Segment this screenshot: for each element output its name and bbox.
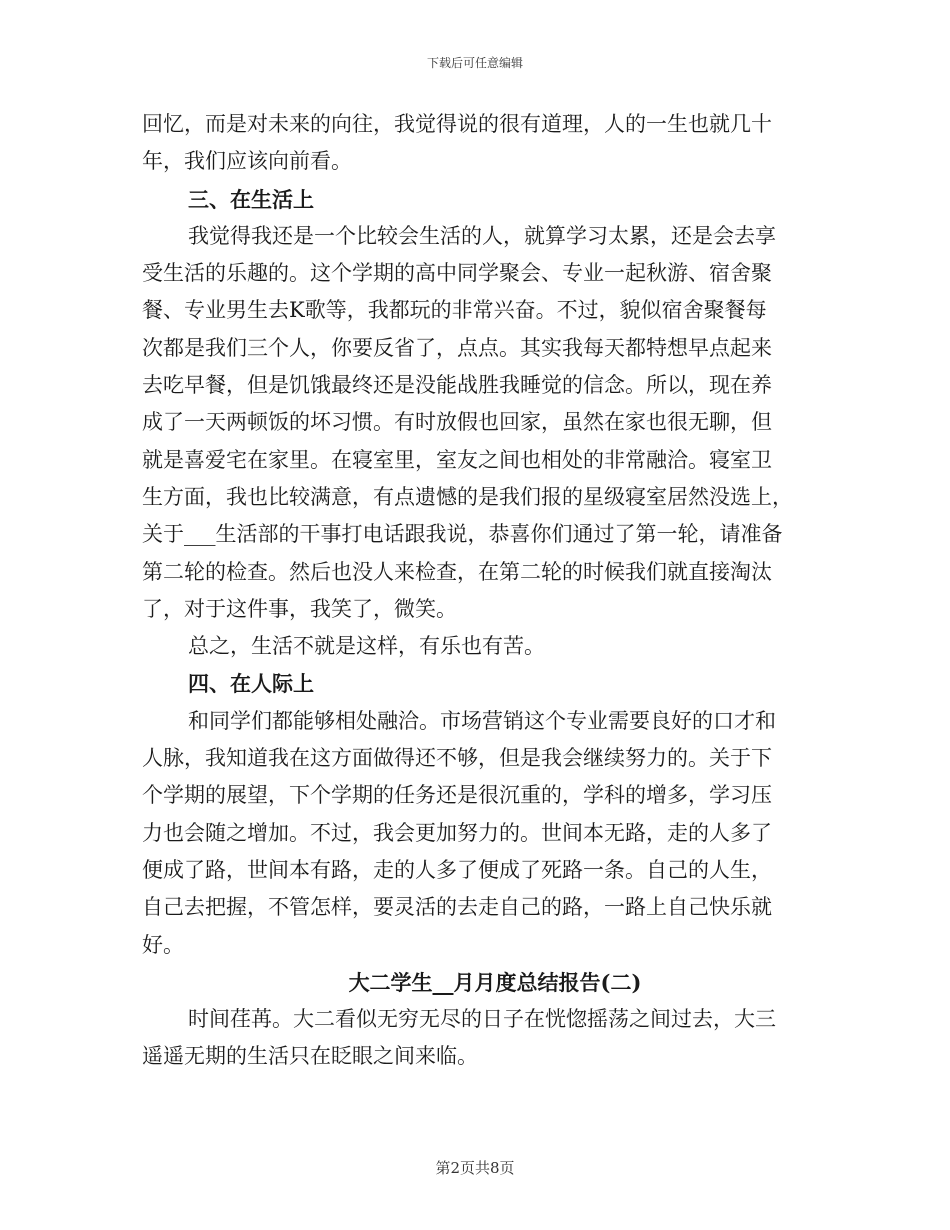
paragraph-line: 第二轮的检查。然后也没人来检查，在第二轮的时候我们就直接淘汰 <box>142 559 772 584</box>
paragraph-line: 次都是我们三个人，你要反省了，点点。其实我每天都特想早点起来 <box>142 335 772 360</box>
section-heading-life: 三、在生活上 <box>188 186 314 212</box>
paragraph-line: 好。 <box>142 932 184 957</box>
paragraph-line: 回忆，而是对未来的向往，我觉得说的很有道理，人的一生也就几十 <box>142 112 772 136</box>
section-heading-interpersonal: 四、在人际上 <box>188 671 314 697</box>
paragraph-line: 了，对于这件事，我笑了，微笑。 <box>142 596 457 621</box>
paragraph-line: 自己去把握，不管怎样，要灵活的去走自己的路，一路上自己快乐就 <box>142 895 772 920</box>
paragraph-line: 遥遥无期的生活只在眨眼之间来临。 <box>142 1044 478 1069</box>
paragraph-line: 我觉得我还是一个比较会生活的人，就算学习太累，还是会去享 <box>188 223 776 248</box>
paragraph-line: 总之，生活不就是这样，有乐也有苦。 <box>188 634 545 659</box>
paragraph-line: 力也会随之增加。不过，我会更加努力的。世间本无路，走的人多了 <box>142 820 772 845</box>
report-title: 大二学生__月月度总结报告(二) <box>348 969 642 995</box>
page-number: 第2页共8页 <box>435 1159 515 1177</box>
paragraph-line: 年，我们应该向前看。 <box>142 149 352 174</box>
paragraph-line: 关于___生活部的干事打电话跟我说，恭喜你们通过了第一轮，请准备 <box>142 522 783 547</box>
paragraph-line: 受生活的乐趣的。这个学期的高中同学聚会、专业一起秋游、宿舍聚 <box>142 261 772 286</box>
paragraph-line: 时间荏苒。大二看似无穷无尽的日子在恍惚摇荡之间过去，大三 <box>188 1007 776 1032</box>
paragraph-line: 就是喜爱宅在家里。在寝室里，室友之间也相处的非常融洽。寝室卫 <box>142 447 772 472</box>
page-header: 下载后可任意编辑 <box>426 56 523 70</box>
paragraph-line: 个学期的展望，下个学期的任务还是很沉重的，学科的增多，学习压 <box>142 783 772 808</box>
paragraph-line: 餐、专业男生去K歌等，我都玩的非常兴奋。不过，貌似宿舍聚餐每 <box>142 298 767 323</box>
paragraph-line: 去吃早餐，但是饥饿最终还是没能战胜我睡觉的信念。所以，现在养 <box>142 373 772 398</box>
paragraph-line: 生方面，我也比较满意，有点遗憾的是我们报的星级寝室居然没选上， <box>142 484 793 509</box>
paragraph-line: 人脉，我知道我在这方面做得还不够，但是我会继续努力的。关于下 <box>142 746 772 771</box>
paragraph-line: 便成了路，世间本有路，走的人多了便成了死路一条。自己的人生， <box>142 857 772 882</box>
paragraph-line: 成了一天两顿饭的坏习惯。有时放假也回家，虽然在家也很无聊，但 <box>142 410 772 435</box>
paragraph-line: 和同学们都能够相处融洽。市场营销这个专业需要良好的口才和 <box>188 708 776 733</box>
document-body <box>142 106 808 1076</box>
